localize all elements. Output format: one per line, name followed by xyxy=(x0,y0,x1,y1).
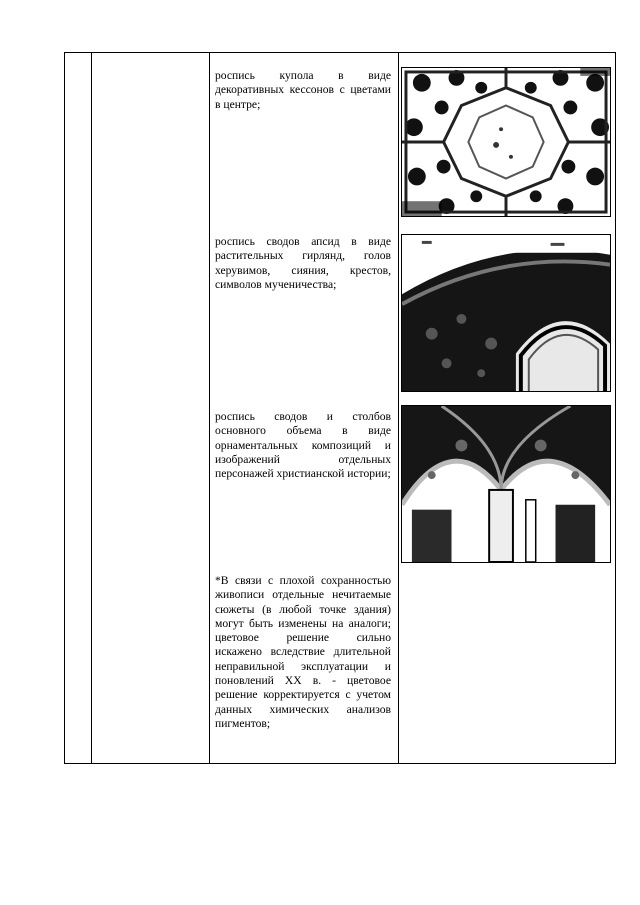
column-border-right xyxy=(615,52,616,764)
row-1-description: роспись купола в виде декоративных кессонов с цветами в центре; xyxy=(215,69,391,111)
column-border-left xyxy=(64,52,65,764)
apse-vault-photo-icon xyxy=(402,235,610,391)
row-2-description: роспись сводов апсид в виде растительных гирлянд, голов херувимов, сияния, крестов, символов мученичества; xyxy=(215,235,391,291)
vault-columns-photo xyxy=(401,405,611,563)
column-border-1 xyxy=(91,52,92,764)
apse-vault-photo xyxy=(401,234,611,392)
dome-photo-icon xyxy=(402,68,610,216)
column-border-3 xyxy=(398,52,399,764)
dome-photo xyxy=(401,67,611,217)
vault-columns-photo-icon xyxy=(402,406,610,562)
row-3-description: роспись сводов и столбов основного объема в виде орнаментальных композиций и изображений отдельных персонажей христианской истории; xyxy=(215,410,391,481)
heritage-table xyxy=(64,52,616,764)
column-border-2 xyxy=(209,52,210,764)
row-4-note: *В связи с плохой сохранностью живописи отдельные нечитаемые сюжеты (в любой точке здания) могут быть изменены на аналоги; цветовое решение сильно искажено вследствие длительной неправильной эксплуатации и поновлений XX в. - цветовое решение корректируется с учетом данных химических анализов пигментов; xyxy=(215,574,391,730)
table-top-border xyxy=(64,52,616,53)
table-bottom-border xyxy=(64,763,616,764)
